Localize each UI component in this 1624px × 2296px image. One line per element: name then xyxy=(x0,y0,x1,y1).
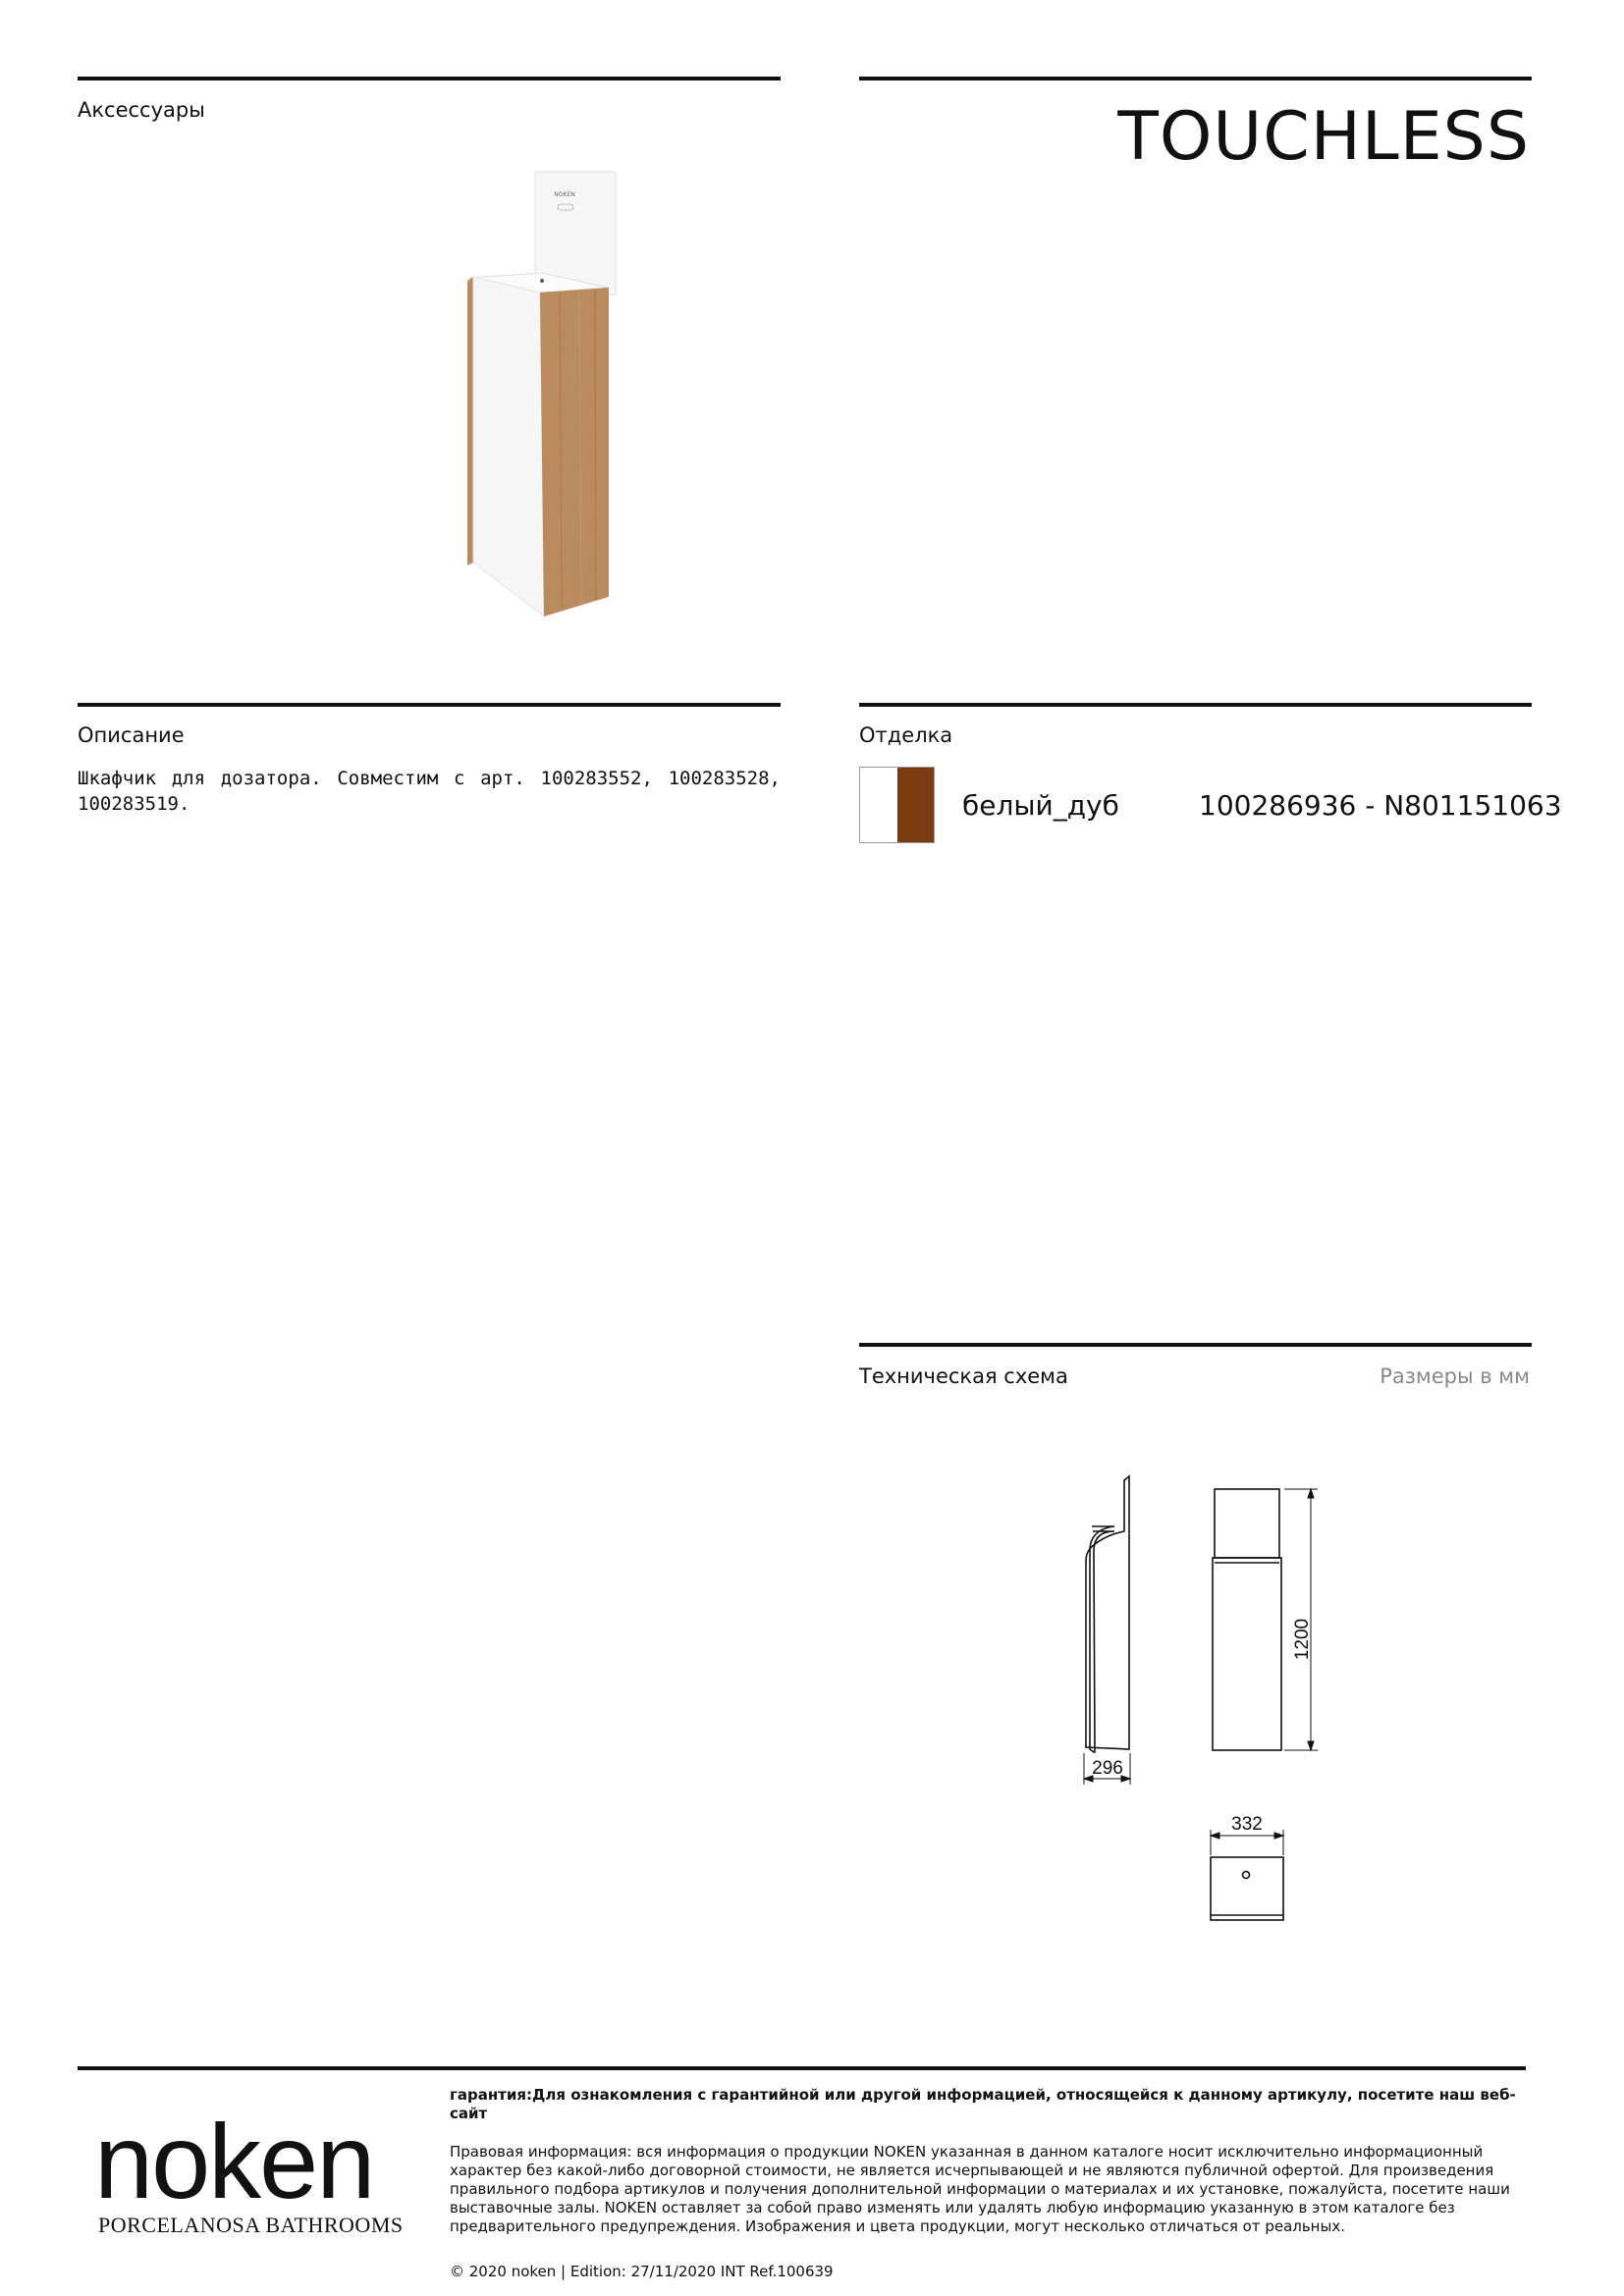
description-text: Шкафчик для дозатора. Совместим с арт. 100283552, 100283528, 100283519. xyxy=(78,768,781,815)
finish-swatch xyxy=(859,767,935,843)
product-oak-side xyxy=(540,288,609,616)
brand-logo-subtitle: PORCELANOSA BATHROOMS xyxy=(98,2213,404,2237)
copyright-text: © 2020 noken | Edition: 27/11/2020 INT Ref.100639 xyxy=(450,2263,834,2280)
swatch-oak xyxy=(897,768,935,842)
technical-heading: Техническая схема xyxy=(859,1364,1068,1388)
description-heading: Описание xyxy=(78,723,185,747)
product-image xyxy=(432,157,648,628)
finish-name: белый_дуб xyxy=(962,789,1119,822)
brand-logo: noken xyxy=(94,2102,374,2220)
legal-text: Правовая информация: вся информация о продукции NOKEN указанная в данном каталоге носит исключительно информационный характер без какой-либо договорной стоимости, не является исчерпывающей и не являются публичной офертой. Для произведения правильного подбора артикулов и получения дополнительной информации о материалах и их установке, пожалуйста, посетите наши выставочные залы. NOKEN оставляет за собой право изменять или удалять любую информацию указанную в этом каталоге без предварительного предупреждения. Изображения и цвета продукции, могут несколько отличаться от реальных. xyxy=(450,2143,1510,2235)
category-label: Аксессуары xyxy=(78,98,205,122)
warranty-text: гарантия:Для ознакомления с гарантийной или другой информацией, относящейся к данному артикулу, посетите наш веб-сайт xyxy=(450,2086,1516,2122)
technical-drawing xyxy=(1011,1472,1384,1944)
product-left-edge xyxy=(467,277,473,565)
finish-heading: Отделка xyxy=(859,723,953,747)
rule-technical xyxy=(859,1343,1532,1347)
top-view xyxy=(1211,1857,1283,1920)
side-view xyxy=(1090,1526,1114,1752)
dimension-depth: 296 xyxy=(1092,1758,1123,1779)
rule-footer xyxy=(78,2066,1526,2070)
swatch-white xyxy=(860,768,897,842)
dimension-width: 332 xyxy=(1231,1814,1263,1835)
product-title: TOUCHLESS xyxy=(1117,98,1530,176)
units-note: Размеры в мм xyxy=(1380,1364,1530,1388)
rule-description xyxy=(78,703,781,707)
dimension-height: 1200 xyxy=(1292,1618,1313,1661)
rule-finish xyxy=(859,703,1532,707)
front-view-panel xyxy=(1215,1489,1279,1558)
rule-top-right xyxy=(859,77,1532,80)
panel-brand-text: NOKEN xyxy=(554,191,575,198)
top-view-hole xyxy=(1243,1872,1250,1879)
finish-code: 100286936 - N801151063 xyxy=(1199,789,1562,822)
front-view-body xyxy=(1213,1558,1281,1750)
product-front xyxy=(473,277,544,616)
dispenser-hole xyxy=(540,279,544,283)
rule-top-left xyxy=(78,77,781,80)
